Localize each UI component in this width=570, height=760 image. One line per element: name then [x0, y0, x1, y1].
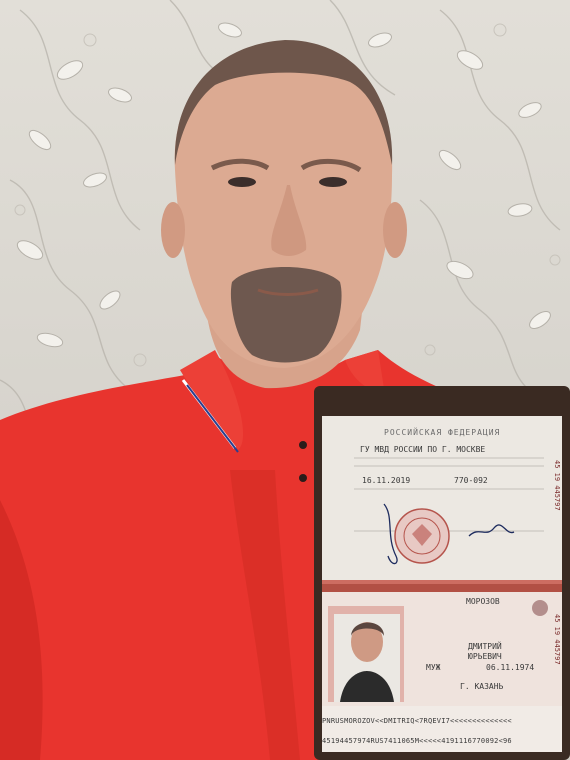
shirt-button — [299, 441, 307, 449]
sex: МУЖ — [426, 663, 441, 672]
birth-date: 06.11.1974 — [486, 663, 535, 672]
passport — [314, 386, 570, 760]
right-eye — [319, 177, 347, 187]
country-header: РОССИЙСКАЯ ФЕДЕРАЦИЯ — [384, 428, 501, 437]
mrz-line-2: 45194457974RUS7411065M<<<<<4191116770092<96 — [322, 737, 512, 745]
issue-date: 16.11.2019 — [362, 476, 411, 485]
surname: МОРОЗОВ — [466, 597, 500, 606]
left-ear — [161, 202, 185, 258]
given-name: ДМИТРИЙ — [468, 642, 502, 651]
department-code: 770-092 — [454, 476, 488, 485]
red-ornament-band — [322, 580, 562, 592]
goatee — [231, 267, 342, 363]
issuing-authority: ГУ МВД РОССИИ ПО Г. МОСКВЕ — [360, 445, 486, 454]
birth-place: Г. КАЗАНЬ — [460, 682, 504, 691]
series-number-bottom: 45 19 445797 — [553, 614, 561, 665]
emblem-icon — [532, 600, 548, 616]
right-ear — [383, 202, 407, 258]
series-number-top: 45 19 445797 — [553, 460, 561, 511]
mrz-line-1: PNRUSMOROZOV<<DMITRIQ<7RQEVI7<<<<<<<<<<<<<< — [322, 717, 512, 725]
passport-graphic — [314, 386, 570, 760]
patronymic: ЮРЬЕВИЧ — [468, 652, 502, 661]
shirt-button — [299, 474, 307, 482]
left-eye — [228, 177, 256, 187]
passport-upper-page — [322, 416, 562, 584]
